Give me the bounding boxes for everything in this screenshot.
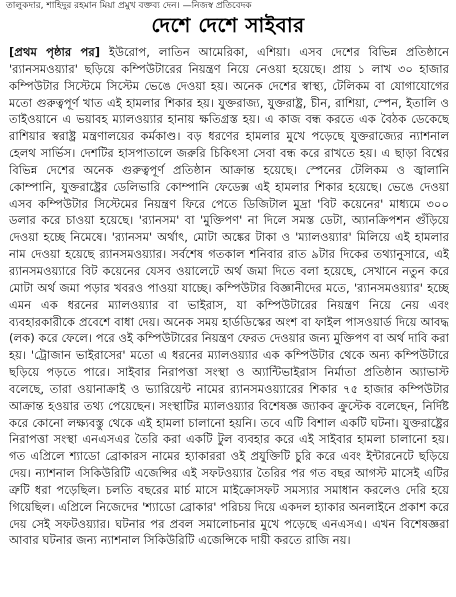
- continued-from-label: [প্রথম পৃষ্ঠার পর]: [9, 45, 101, 59]
- article-body: [9, 44, 449, 592]
- article-headline: দেশে দেশে সাইবার: [151, 12, 305, 37]
- headline-container: [0, 12, 456, 42]
- previous-article-tail: তালুকদার, শাহিদুর রহমান মিয়া প্রমুখ বক্তব্য দেন। —নিজস্ব প্রতিবেদক: [6, 1, 252, 11]
- article-body-text: ইউরোপ, লাতিন আমেরিকা, এশিয়া। এসব দেশের বিভিন্ন প্রতিষ্ঠানে 'র‌্যানসমওয়্যার' ছড়িয়ে কম্পিউটারের নিয়ন্ত্রণ নিয়ে নেওয়া হয়েছে। প্রায় ১ লাখ ৩০ হাজার কম্পিউটার সিস্টেমে সিস্টেম ভেঙে দেওয়া হয়। অনেক দেশের স্বাস্থ্য, টেলিকম বা যোগাযোগের মতো গুরুত্বপূর্ণ খাত এই হামলার শিকার হয়। যুক্তরাজ্য, যুক্তরাষ্ট্র, চীন, রাশিয়া, স্পেন, ইতালি ও তাইওয়ানে এ ভয়াবহ ম্যালওয়্যার হানায় ক্ষতিগ্রস্ত হয়। এ কাজ বন্ধ করতে এক বৈঠক ডেকেছে রাশিয়ার স্বরাষ্ট্র মন্ত্রণালয়ের কর্মকাণ্ড। বড় ধরণের হামলার মুখে পড়েছে যুক্তরাজ্যের ন্যাশনাল হেলথ সার্ভিস। দেশটির হাসপাতালে জরুরি চিকিৎসা সেবা বন্ধ করে রাখতে হয়। এ ছাড়া বিশ্বের বিভিন্ন দেশের অনেক গুরুত্বপূর্ণ প্রতিষ্ঠান আক্রান্ত হয়েছে। স্পেনের টেলিকম ও জ্বালানি কোম্পানি, যুক্তরাষ্ট্রের ডেলিভারি কোম্পানি ফেডেক্স এই হামলার শিকার হয়েছে। ভেঙে দেওয়া এসব কম্পিউটার সিস্টেমের নিয়ন্ত্রণ ফিরে পেতে ডিজিটাল মুদ্রা 'বিট কয়েনের' মাধ্যমে ৩০০ ডলার করে চাওয়া হয়েছে। 'র‌্যানসম' বা 'মুক্তিপণ' না দিলে সমস্ত ডেটা, অ্যানক্রিপশন গুঁড়িয়ে দেওয়া হচ্ছে নিমেষে। 'র‌্যানসম' অর্থাৎ, মোটা অঙ্কের টাকা ও 'ম্যালওয়্যার' মিলিয়ে এই হামলার নাম দেওয়া হয়েছে র‌্যানসমওয়্যার। সর্বশেষ গতকাল শনিবার রাত ৯টার দিকের তথ্যানুসারে, এই র‌্যানসমওয়্যারে বিট কয়েনের যেসব ওয়ালেটে অর্থ জমা দিতে বলা হয়েছে, সেখানে নতুন করে মোটা অর্থ জমা পড়ার খবরও পাওয়া যাচ্ছে। কম্পিউটার বিজ্ঞানীদের মতে, 'র‌্যানসমওয়্যার' হচ্ছে এমন এক ধরনের ম্যালওয়্যার বা ভাইরাস, যা কম্পিউটারের নিয়ন্ত্রণ নিয়ে নেয় এবং ব্যবহারকারীকে প্রবেশে বাধা দেয়। অনেক সময় হার্ডডিস্কের অংশ বা ফাইল পাসওয়ার্ড দিয়ে আবদ্ধ (লক) করে ফেলে। পরে ওই কম্পিউটারের নিয়ন্ত্রণ ফেরত দেওয়ার জন্য মুক্তিপণ বা অর্থ দাবি করা হয়। 'ট্রোজান ভাইরাসের' মতো এ ধরনের ম্যালওয়্যার এক কম্পিউটার থেকে অন্য কম্পিউটারে ছড়িয়ে পড়তে পারে। সাইবার নিরাপত্তা সংস্থা ও অ্যান্টিভাইরাস নির্মাতা প্রতিষ্ঠান অ্যাভাস্ট বলেছে, তারা ওয়ানাক্রাই ও ভ্যারিয়েন্ট নামের র‌্যানসমওয়্যারের শিকার ৭৫ হাজার কম্পিউটার আক্রান্ত হওয়ার তথ্য পেয়েছেন। সংস্থাটির ম্যালওয়্যার বিশেষজ্ঞ জ্যাকব ক্রুস্টেক বলেছেন, নির্দিষ্ট করে কোনো লক্ষ্যবস্তু থেকে এই হামলা চালানো হয়নি। তবে এটি বিশাল একটি ঘটনা। যুক্তরাষ্ট্রের নিরাপত্তা সংস্থা এনএসএর তৈরি করা একটি টুল ব্যবহার করে এই সাইবার হামলা চালানো হয়। গত এপ্রিলে শ্যাডো ব্রোকারস নামের হ্যাকাররা ওই প্রযুক্তিটি চুরি করে এবং ইন্টারনেটে ছড়িয়ে দেয়। ন্যাশনাল সিকিউরিটি এজেন্সির এই সফটওয়্যার তৈরির পর গত বছর আগস্ট মাসেই এটির ত্রুটি ধরা পড়েছিল। চলতি বছরের মার্চ মাসে মাইক্রোসফট সমস্যার সমাধান করলেও দেরি হয়ে গিয়েছিল। এপ্রিলে নিজেদের 'শ্যাডো ব্রোকার' পরিচয় দিয়ে একদল হ্যাকার অনলাইনে প্রকাশ করে দেয় সেই সফটওয়্যার। ঘটনার পর প্রবল সমালোচনার মুখে পড়েছে এনএসএ। এখন বিশেষজ্ঞরা আবার ঘটনার জন্য ন্যাশনাল সিকিউরিটি এজেন্সিকে দায়ী করতে রাজি নয়।: [9, 45, 449, 548]
